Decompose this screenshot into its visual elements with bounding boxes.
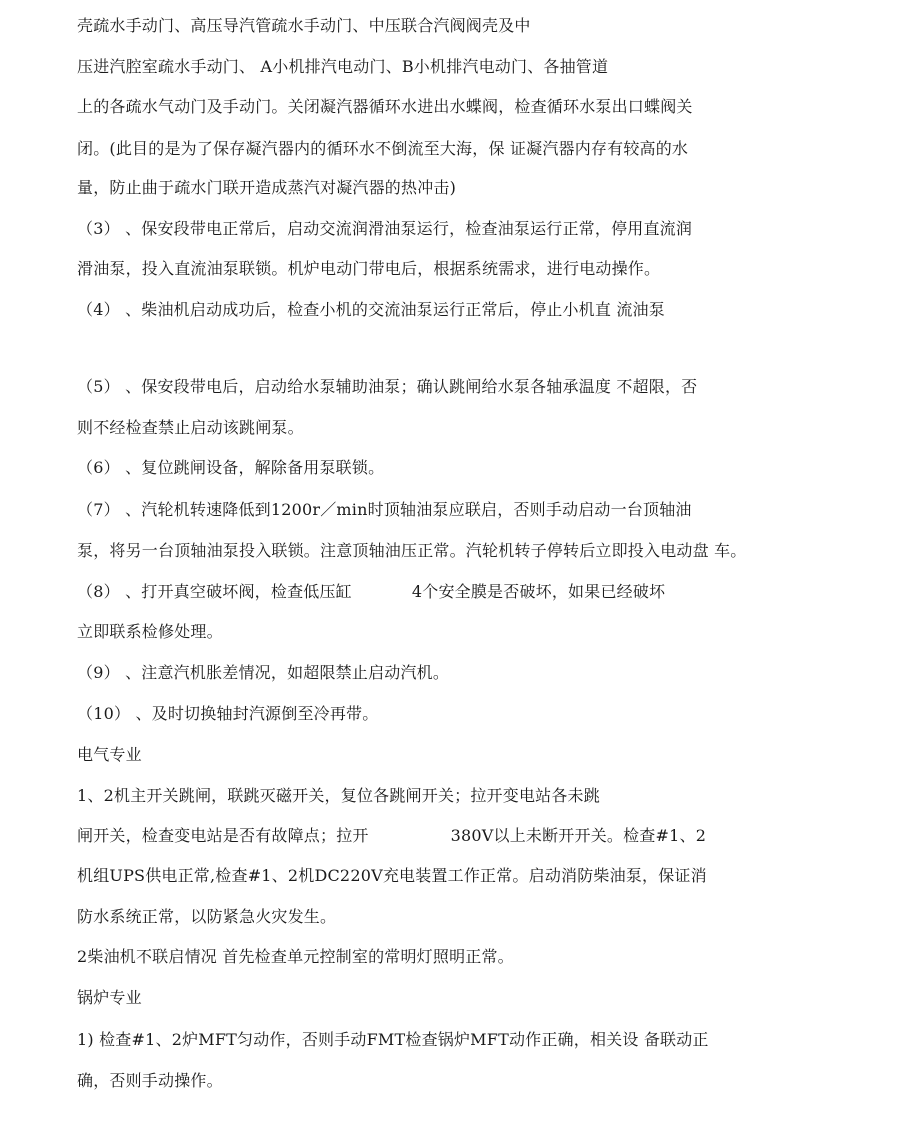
text-line: （3） 、保安段带电正常后，启动交流润滑油泵运行，检查油泵运行正常，停用直流润: [77, 219, 693, 238]
text-segment: （8） 、打开真空破坏阀，检查低压缸: [77, 582, 352, 601]
text-line: 1) 检查#1、2炉MFT匀动作，否则手动FMT检查锅炉MFT动作正确，相关设 备联动正: [77, 1030, 709, 1049]
text-line: （9） 、注意汽机胀差情况，如超限禁止启动汽机。: [77, 663, 450, 682]
text-line: 上的各疏水气动门及手动门。关闭凝汽器循环水进出水蝶阀，检查循环水泵出口蝶阀关: [77, 97, 693, 116]
text-line: [77, 826, 706, 846]
text-line: 确，否则手动操作。: [77, 1071, 223, 1090]
text-segment: 380V以上未断开开关。检查#1、2: [450, 826, 707, 845]
text-line: 压进汽腔室疏水手动门、 A小机排汽电动门、B小机排汽电动门、各抽管道: [77, 57, 609, 76]
text-line: （4） 、柴油机启动成功后，检查小机的交流油泵运行正常后，停止小机直 流油泵: [77, 300, 665, 319]
text-line: 泵，将另一台顶轴油泵投入联锁。注意顶轴油压正常。汽轮机转子停转后立即投入电动盘 车。: [77, 541, 747, 560]
text-line: 立即联系检修处理。: [77, 622, 223, 641]
text-line: 防水系统正常，以防紧急火灾发生。: [77, 907, 337, 926]
text-line: 滑油泵，投入直流油泵联锁。机炉电动门带电后，根据系统需求，进行电动操作。: [77, 259, 661, 278]
text-segment: 闸开关，检查变电站是否有故障点；拉开: [77, 826, 369, 845]
text-line: 机组UPS供电正常,检查#1、2机DC220V充电装置工作正常。启动消防柴油泵，保证消: [77, 866, 707, 885]
text-line: （5） 、保安段带电后，启动给水泵辅助油泵；确认跳闸给水泵各轴承温度 不超限，否: [77, 377, 698, 396]
section-heading: 锅炉专业: [77, 988, 142, 1007]
text-line: （10） 、及时切换轴封汽源倒至冷再带。: [77, 704, 379, 723]
text-line: 1、2机主开关跳闸，联跳灭磁开关，复位各跳闸开关；拉开变电站各未跳: [77, 786, 600, 805]
text-line: [77, 582, 665, 602]
text-line: 2柴油机不联启情况 首先检查单元控制室的常明灯照明正常。: [77, 947, 514, 966]
text-line: 量，防止曲于疏水门联开造成蒸汽对凝汽器的热冲击): [77, 178, 457, 197]
text-line: 壳疏水手动门、高压导汽管疏水手动门、中压联合汽阀阀壳及中: [77, 16, 531, 35]
text-segment: 4个安全膜是否破坏，如果已经破坏: [411, 582, 666, 601]
text-line: 闭。(此目的是为了保存凝汽器内的循环水不倒流至大海，保 证凝汽器内存有较高的水: [77, 139, 689, 158]
text-line: 则不经检查禁止启动该跳闸泵。: [77, 418, 304, 437]
text-line: （6） 、复位跳闸设备，解除备用泵联锁。: [77, 458, 385, 477]
text-line: （7） 、汽轮机转速降低到1200r／min时顶轴油泵应联启，否则手动启动一台顶轴油: [77, 500, 692, 519]
section-heading: 电气专业: [77, 745, 142, 764]
